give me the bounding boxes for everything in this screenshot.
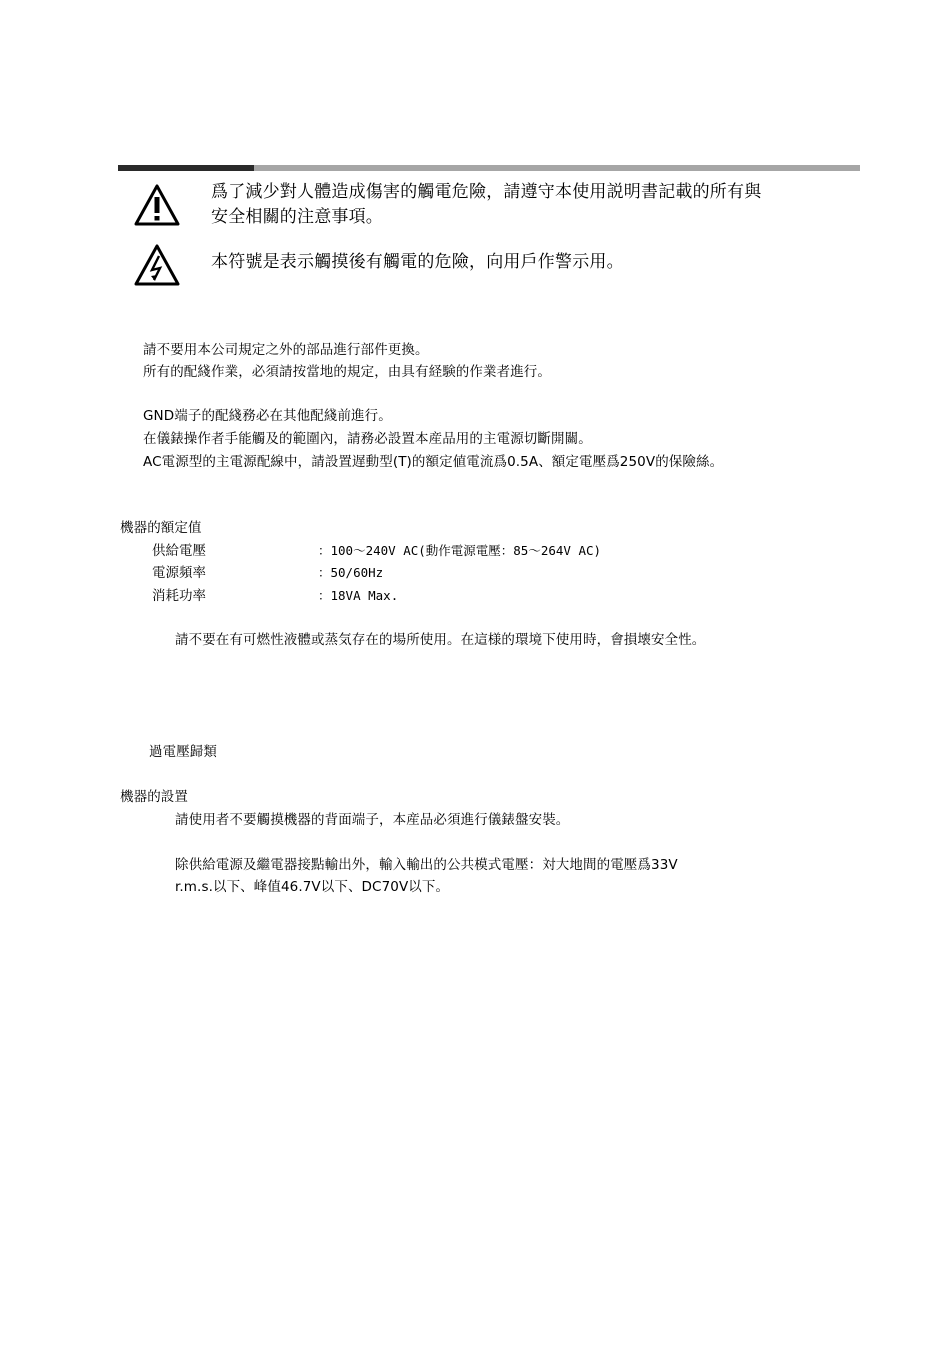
- warning-text-1-line-2: 安全相關的注意事項。: [211, 207, 383, 227]
- parts-note-2: 所有的配綫作業，必須請按當地的規定，由具有経験的作業者進行。: [143, 364, 551, 380]
- warning-text-1-line-1: 爲了減少對人體造成傷害的觸電危險，請遵守本使用説明書記載的所有與: [211, 182, 762, 202]
- rating-label-power-consumption: 消耗功率: [152, 588, 206, 604]
- rating-value-power-consumption: ：18VA Max.: [318, 588, 399, 603]
- parts-note-1: 請不要用本公司規定之外的部品進行部件更換。: [143, 342, 429, 358]
- rating-value-supply-voltage: ：100～240V AC(動作電源電壓：85～264V AC): [318, 543, 602, 558]
- header-rule-gray: [254, 165, 860, 171]
- wiring-note-3: AC電源型的主電源配線中，請設置遅動型(T)的額定値電流爲0.5A、額定電壓爲250V的保險絲。: [143, 454, 724, 470]
- installation-heading: 機器的設置: [120, 789, 188, 805]
- rating-label-supply-voltage: 供給電壓: [152, 543, 206, 559]
- warning-text-2: 本符號是表示觸摸後有觸電的危險，向用戶作警示用。: [211, 252, 624, 272]
- wiring-note-1: GND端子的配綫務必在其他配綫前進行。: [143, 408, 392, 424]
- rating-value-frequency: ：50/60Hz: [318, 565, 384, 580]
- flammable-note: 請不要在有可燃性液體或蒸気存在的場所使用。在這様的環境下使用時，會損壊安全性。: [175, 632, 706, 648]
- rating-label-frequency: 電源頻率: [152, 565, 206, 581]
- installation-note-3: r.m.s.以下、峰值46.7V以下、DC70V以下。: [175, 879, 450, 895]
- exclamation-warning-icon: [133, 183, 181, 227]
- ratings-heading: 機器的額定值: [120, 520, 202, 536]
- installation-note-1: 請使用者不要觸摸機器的背面端子，本産品必須進行儀錶盤安裝。: [175, 812, 570, 828]
- header-rule-dark: [118, 165, 254, 171]
- electric-shock-warning-icon: [133, 243, 181, 287]
- wiring-note-2: 在儀錶操作者手能觸及的範圍內，請務必設置本産品用的主電源切斷開關。: [143, 431, 592, 447]
- overvoltage-heading: 過電壓歸類: [149, 744, 217, 760]
- installation-note-2: 除供給電源及繼電器接點輸出外，輸入輸出的公共模式電壓：対大地間的電壓爲33V: [175, 857, 678, 873]
